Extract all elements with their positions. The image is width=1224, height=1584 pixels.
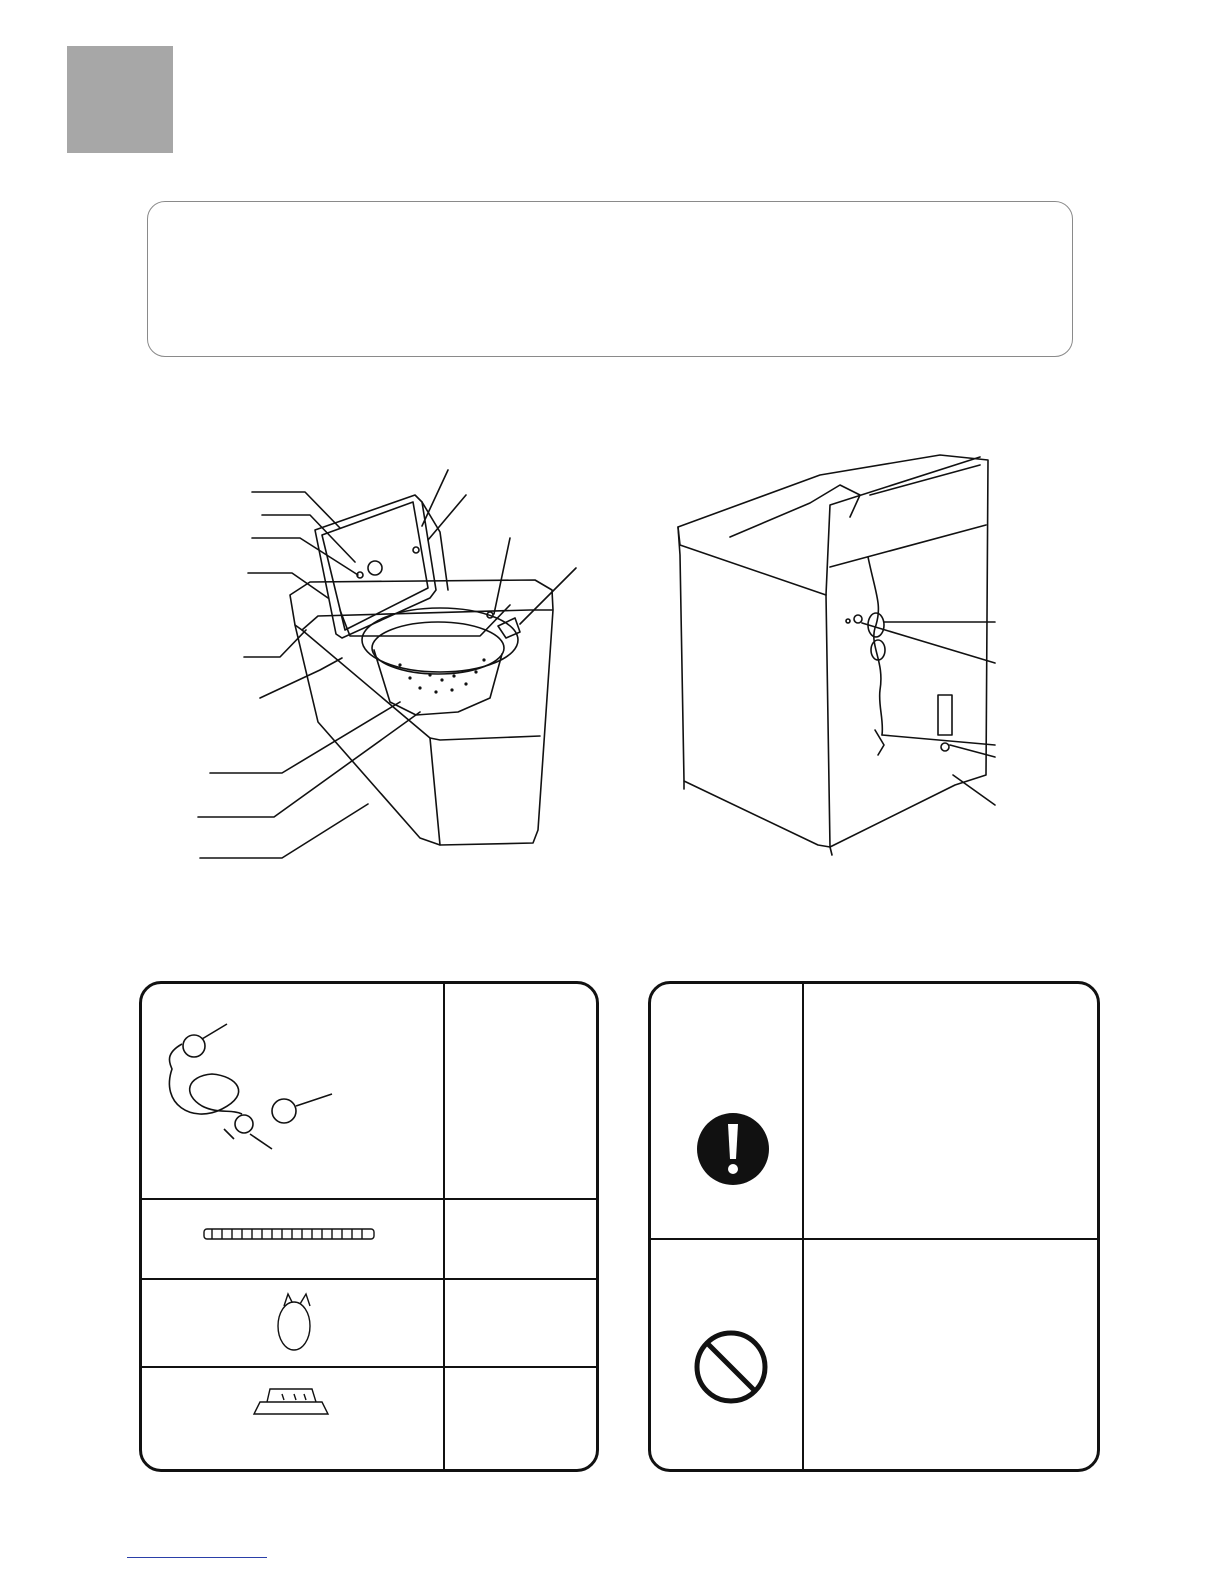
cautions-table [648,981,1100,1472]
rear-view-washer-figure [670,445,1030,865]
accessories-table [139,981,599,1472]
inlet-hose-illustration [169,1024,332,1149]
notice-box [147,201,1073,357]
section-header-block [67,46,173,153]
tie-band-illustration [278,1294,310,1350]
mandatory-action-icon [697,1113,769,1185]
cabinet-outline [290,580,553,845]
lid-outline [315,495,436,638]
drain-hose-illustration [204,1229,374,1239]
prohibition-icon [697,1333,765,1401]
footer-rule [127,1557,267,1558]
drain-hose-clip-illustration [254,1389,328,1414]
